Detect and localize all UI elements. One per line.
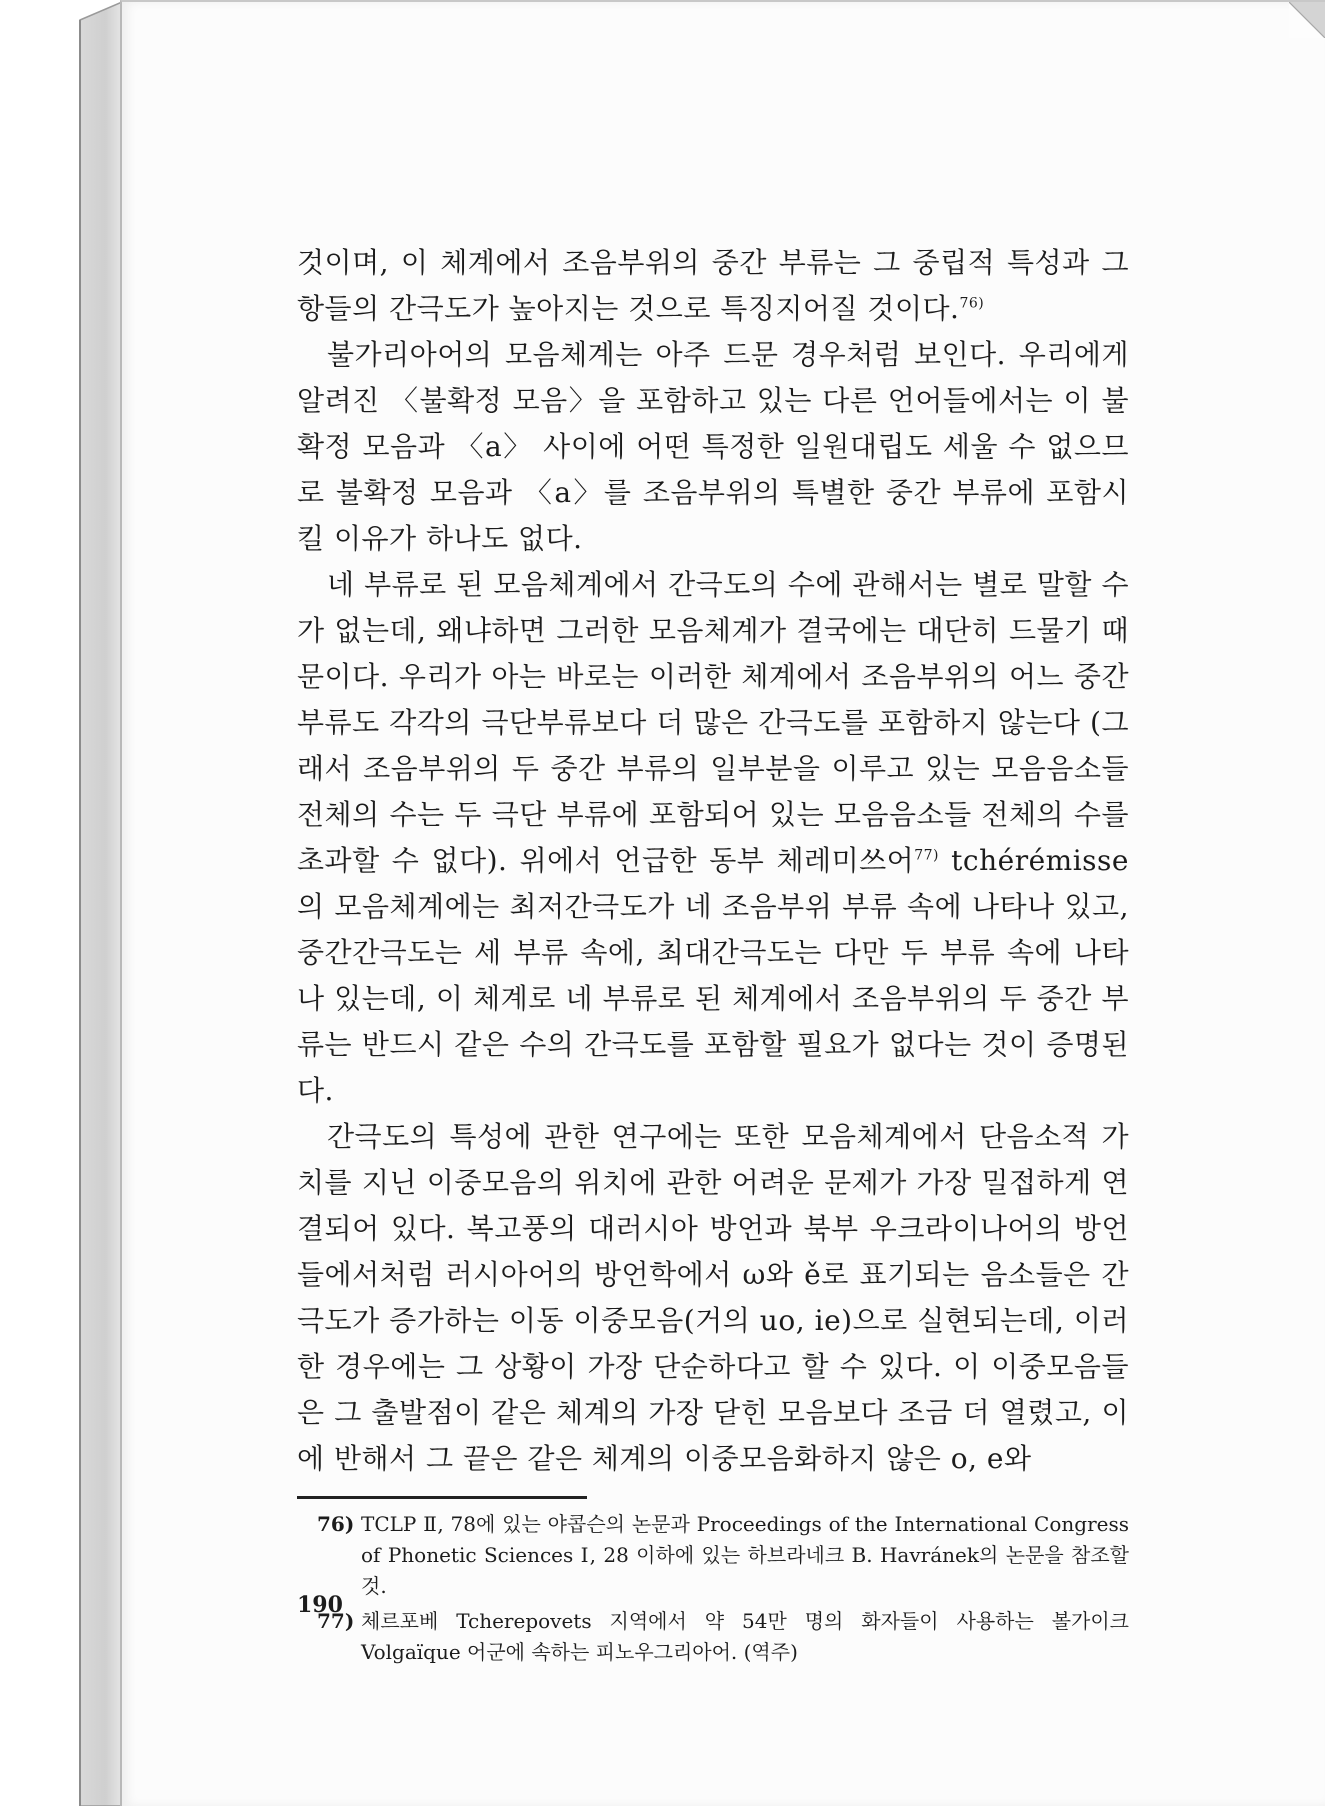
paragraph-4 [297, 1114, 1129, 1482]
page-number: 190 [297, 1592, 343, 1618]
book-edge-graphic [0, 0, 140, 1806]
footnote-text: 체르포베 Tcherepovets 지역에서 약 54만 명의 화자들이 사용하는 볼가이크 Volgaïque 어군에 속하는 피노우그리아어. (역주) [361, 1609, 1129, 1664]
paragraph-2-text: 불가리아어의 모음체계는 아주 드문 경우처럼 보인다. 우리에게 알려진 〈불확정 모음〉을 포함하고 있는 다른 언어들에서는 이 불확정 모음과 〈a〉 사이에 어떤 특정한 일원대립도 세울 수 없으므로 불확정 모음과 〈a〉를 조음부위의 특별한 중간 부류에 포함시킬 이유가 하나도 없다. [297, 338, 1129, 555]
footnote-76 [297, 1509, 1129, 1602]
footnote-77 [297, 1606, 1129, 1668]
footnotes-list [297, 1509, 1129, 1668]
footnote-ref-77[interactable]: 77) [914, 847, 940, 864]
paragraph-3 [297, 562, 1129, 1114]
footnote-number: 76) [317, 1512, 355, 1536]
book-spine [0, 0, 140, 1806]
page-corner-fold [1289, 2, 1325, 38]
footnote-number: 77) [317, 1609, 355, 1633]
paragraph-2 [297, 332, 1129, 562]
footnote-ref-76[interactable]: 76) [959, 295, 985, 312]
paragraph-3-text-before: 네 부류로 된 모음체계에서 간극도의 수에 관해서는 별로 말할 수가 없는데, 왜냐하면 그러한 모음체계가 결국에는 대단히 드물기 때문이다. 우리가 아는 바로는 이러한 체계에서 조음부위의 어느 중간 부류도 각각의 극단부류보다 더 많은 간극도를 포함하지 않는다 (그래서 조음부위의 두 중간 부류의 일부분을 이루고 있는 모음음소들 전체의 수는 두 극단 부류에 포함되어 있는 모음음소들 전체의 수를 초과할 수 없다). 위에서 언급한 동부 체레미쓰어 [297, 568, 1129, 877]
footnote-text: TCLP Ⅱ, 78에 있는 야콥슨의 논문과 Proceedings of the International Congress of Phonetic Sciences Ⅰ, 28 이하에 있는 하브라네크 B. Havránek의 논문을 참조할 것. [361, 1512, 1129, 1598]
paragraph-3-text-after: tchérémisse의 모음체계에는 최저간극도가 네 조음부위 부류 속에 나타나 있고, 중간간극도는 세 부류 속에, 최대간극도는 다만 두 부류 속에 나타나 있는데, 이 체계로 네 부류로 된 체계에서 조음부위의 두 중간 부류는 반드시 같은 수의 간극도를 포함할 필요가 없다는 것이 증명된다. [297, 844, 1129, 1107]
footnote-divider [297, 1496, 587, 1499]
paragraph-1-text: 것이며, 이 체계에서 조음부위의 중간 부류는 그 중립적 특성과 그 항들의 간극도가 높아지는 것으로 특징지어질 것이다. [297, 246, 1129, 325]
paragraph-1 [297, 240, 1129, 332]
paragraph-4-text: 간극도의 특성에 관한 연구에는 또한 모음체계에서 단음소적 가치를 지닌 이중모음의 위치에 관한 어려운 문제가 가장 밀접하게 연결되어 있다. 복고풍의 대러시아 방언과 북부 우크라이나어의 방언들에서처럼 러시아어의 방언학에서 ω와 ě로 표기되는 음소들은 간극도가 증가하는 이동 이중모음(거의 uo, ie)으로 실현되는데, 이러한 경우에는 그 상황이 가장 단순하다고 할 수 있다. 이 이중모음들은 그 출발점이 같은 체계의 가장 닫힌 모음보다 조금 더 열렸고, 이에 반해서 그 끝은 같은 체계의 이중모음화하지 않은 o, e와 [297, 1120, 1129, 1475]
page-content [297, 240, 1129, 1672]
